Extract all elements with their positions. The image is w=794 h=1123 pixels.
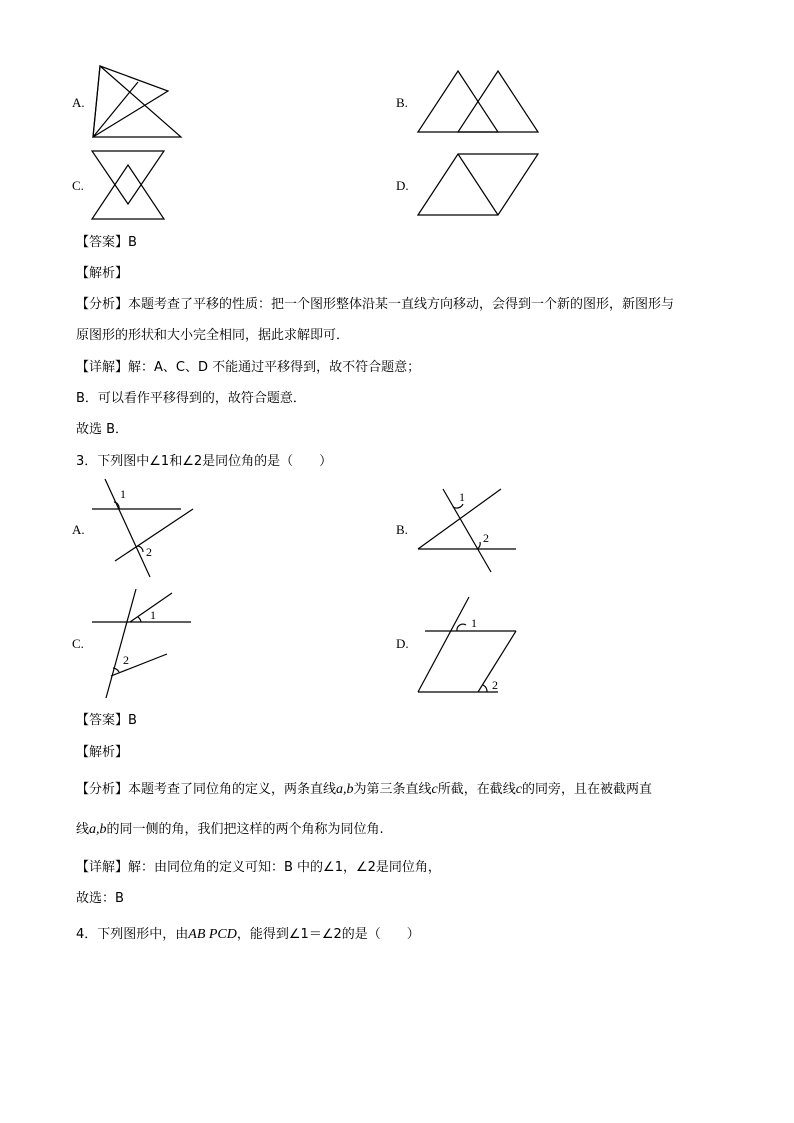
q3-d-angle-2: 2 — [492, 678, 498, 692]
q3-option-a-label[interactable]: A. — [72, 522, 85, 537]
q3-var-c: c — [431, 782, 438, 797]
q3-fenxi-prefix: 【分析】本题考查了同位角的定义，两条直线 — [76, 782, 337, 797]
q3-fenxi-mid2: 所截，在截线 — [437, 782, 516, 797]
q3-var-ab: a,b — [336, 782, 354, 797]
q3-c-angle-1: 1 — [150, 608, 156, 622]
q3-option-d-label[interactable]: D. — [396, 636, 409, 651]
q3-b-angle-1: 1 — [459, 490, 465, 504]
q2-fenxi-line2: 原图形的形状和大小完全相同，据此求解即可． — [76, 328, 350, 343]
q4-math: AB PCD — [188, 927, 237, 942]
q3-a-angle-1: 1 — [120, 487, 126, 501]
q3-a-angle-2: 2 — [146, 545, 152, 559]
q2-conclusion: 故选 B． — [76, 422, 129, 437]
q3-xiangjie: 【详解】解：由同位角的定义可知：B 中的∠1，∠2是同位角， — [76, 860, 441, 875]
q3-conclusion: 故选：B — [76, 891, 124, 906]
q3-var-c2: c — [515, 782, 522, 797]
q3-question: 3．下列图中∠1和∠2是同位角的是（ ） — [76, 454, 333, 469]
q2-xiangjie-line1: 【详解】解：A、C、D 不能通过平移得到，故不符合题意； — [76, 360, 421, 375]
q3-var-ab2: a,b — [89, 822, 107, 837]
q4-question — [76, 926, 420, 944]
q2-xiangjie-line2: B．可以看作平移得到的，故符合题意． — [76, 391, 306, 406]
q3-b-angle-2: 2 — [483, 531, 489, 545]
q3-fenxi-line1 — [76, 781, 652, 799]
q3-fenxi-mid3: 的同旁，且在被截两直 — [521, 782, 652, 797]
q2-fenxi-line1: 【分析】本题考查了平移的性质：把一个图形整体沿某一直线方向移动，会得到一个新的图形，新图形与 — [76, 297, 675, 312]
q3-fenxi-mid1: 为第三条直线 — [353, 782, 432, 797]
q3-d-angle-1: 1 — [471, 616, 477, 630]
q3-answer: 【答案】B — [76, 713, 137, 728]
q2-option-b-label[interactable]: B. — [396, 95, 408, 110]
q4-prefix: 4．下列图形中，由 — [76, 927, 189, 942]
q3-fenxi2-prefix: 线 — [76, 822, 90, 837]
q2-option-a-label[interactable]: A. — [72, 95, 85, 110]
q3-fenxi2-rest: 的同一侧的角，我们把这样的两个角称为同位角. — [106, 822, 384, 837]
q3-option-c-label[interactable]: C. — [72, 636, 84, 651]
q2-analysis-title: 【解析】 — [76, 266, 129, 281]
q3-option-b-label[interactable]: B. — [396, 522, 408, 537]
q3-analysis-title: 【解析】 — [76, 745, 129, 760]
q3-c-angle-2: 2 — [123, 653, 129, 667]
q2-answer: 【答案】B — [76, 235, 137, 250]
q2-option-d-label[interactable]: D. — [396, 178, 409, 193]
q3-fenxi-line2 — [76, 821, 384, 839]
q4-suffix: ，能得到∠1＝∠2的是（ ） — [236, 927, 420, 942]
q2-option-c-label[interactable]: C. — [72, 178, 84, 193]
